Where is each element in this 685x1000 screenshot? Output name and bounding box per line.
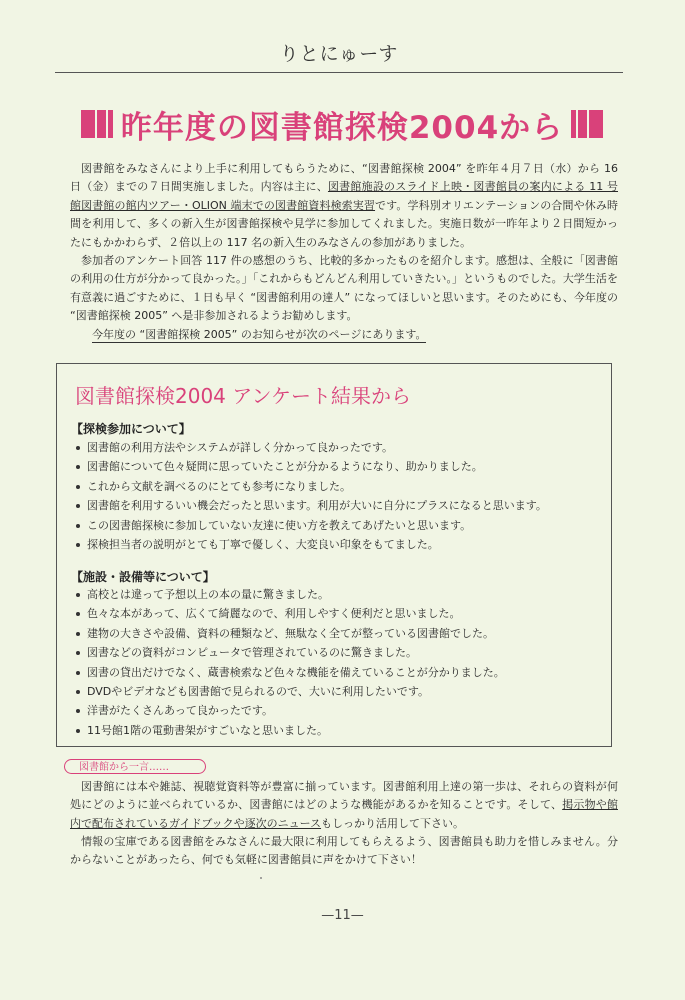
list-item: 建物の大きさや設備、資料の種類など、無駄なく全てが整っている図書館でした。: [75, 624, 505, 643]
facilities-list: [75, 585, 505, 740]
intro-p1-text: 図書館をみなさんにより上手に利用してもらうために、“図書館探検 2004” を昨年４月７日（水）から 16 日（金）までの７日間実施しました。内容は主に、: [70, 162, 618, 194]
next-page-note-text: 今年度の “図書館探検 2005” のお知らせが次のページにあります。: [92, 327, 427, 341]
survey-box: [56, 363, 612, 747]
list-item: 洋書がたくさんあって良かったです。: [75, 701, 505, 720]
stray-dot: [260, 877, 262, 879]
intro-paragraph-1: [70, 160, 618, 252]
header: [55, 30, 623, 73]
comment-p1-text: 図書館には本や雑誌、視聴覚資料等が豊富に揃っています。図書館利用上達の第一歩は、それらの資料が何処にどのように並べられているか、図書館にはどのような機能があるかを知ることです。そして、: [70, 780, 618, 812]
list-item: 11号館1階の電動書架がすごいなと思いました。: [75, 721, 505, 740]
newsletter-title: りとにゅーす: [279, 43, 399, 65]
survey-title: 図書館探検2004 アンケート結果から: [75, 384, 412, 408]
participation-list: [75, 438, 547, 554]
next-page-note: [70, 326, 618, 344]
intro-p1-underlined: 図書館施設のスライド上映・図書館員の案内による 11 号館図書館の館内ツアー・OLION 端末での図書館資料検索実習: [70, 180, 618, 212]
list-item: これから文献を調べるのにとても参考になりました。: [75, 477, 547, 496]
list-item: 図書などの資料がコンピュータで管理されているのに驚きました。: [75, 643, 505, 662]
article-title-row: [62, 100, 622, 148]
list-item: この図書館探検に参加していない友達に使い方を教えてあげたいと思います。: [75, 516, 547, 535]
list-item: 色々な本があって、広くて綺麗なので、利用しやすく便利だと思いました。: [75, 604, 505, 623]
list-item: 図書館について色々疑問に思っていたことが分かるようになり、助かりました。: [75, 457, 547, 476]
comment-text: [70, 778, 618, 869]
list-item: 図書館の利用方法やシステムが詳しく分かって良かったです。: [75, 438, 547, 457]
comment-label: 図書館から一言……: [64, 759, 206, 774]
section-heading-facilities: 【施設・設備等について】: [71, 570, 215, 584]
comment-paragraph-1: [70, 778, 618, 833]
list-item: 探検担当者の説明がとても丁寧で優しく、大変良い印象をもてました。: [75, 535, 547, 554]
right-bars-decoration: [571, 110, 603, 138]
intro-paragraph-2: 参加者のアンケート回答 117 件の感想のうち、比較的多かったものを紹介します。感想は、全般に「図書館の利用の仕方が分かって良かった。」「これからもどんどん利用していきたい。」というものでした。大学生活を有意義に過ごすために、１日も早く “図書館利用の達人” になってほしいと思います。そのためにも、今年度の “図書館探検 2005” へ是非参加されるようお勧めします。: [70, 254, 618, 323]
list-item: 高校とは違って予想以上の本の量に驚きました。: [75, 585, 505, 604]
left-bars-decoration: [81, 110, 113, 138]
section-heading-participation: 【探検参加について】: [71, 422, 191, 436]
list-item: 図書館を利用するいい機会だったと思います。利用が大いに自分にプラスになると思います。: [75, 496, 547, 515]
intro-p1-text-cont: です。学科別オリエンテーションの合間や休み時間を利用して、多くの新入生が図書館探検や見学に参加してくれました。実施日数が一昨年より２日間短かったにもかかわらず、２倍以上の 117 名の新入生のみなさんの参加がありました。: [70, 198, 618, 249]
list-item: DVDやビデオなども図書館で見られるので、大いに利用したいです。: [75, 682, 505, 701]
intro-text: [70, 160, 618, 344]
list-item: 図書の貸出だけでなく、蔵書検索など色々な機能を備えていることが分かりました。: [75, 663, 505, 682]
article-title: 昨年度の図書館探検2004から: [120, 109, 564, 146]
page-number: —11—: [321, 908, 364, 923]
comment-p1-underlined: 掲示物や館内で配布されているガイドブックや逐次のニュース: [70, 798, 618, 830]
comment-p1-text-cont: もしっかり活用して下さい。: [321, 816, 465, 830]
comment-paragraph-2: 情報の宝庫である図書館をみなさんに最大限に利用してもらえるよう、図書館員も助力を惜しみません。分からないことがあったら、何でも気軽に図書館員に声をかけて下さい！: [70, 834, 618, 867]
